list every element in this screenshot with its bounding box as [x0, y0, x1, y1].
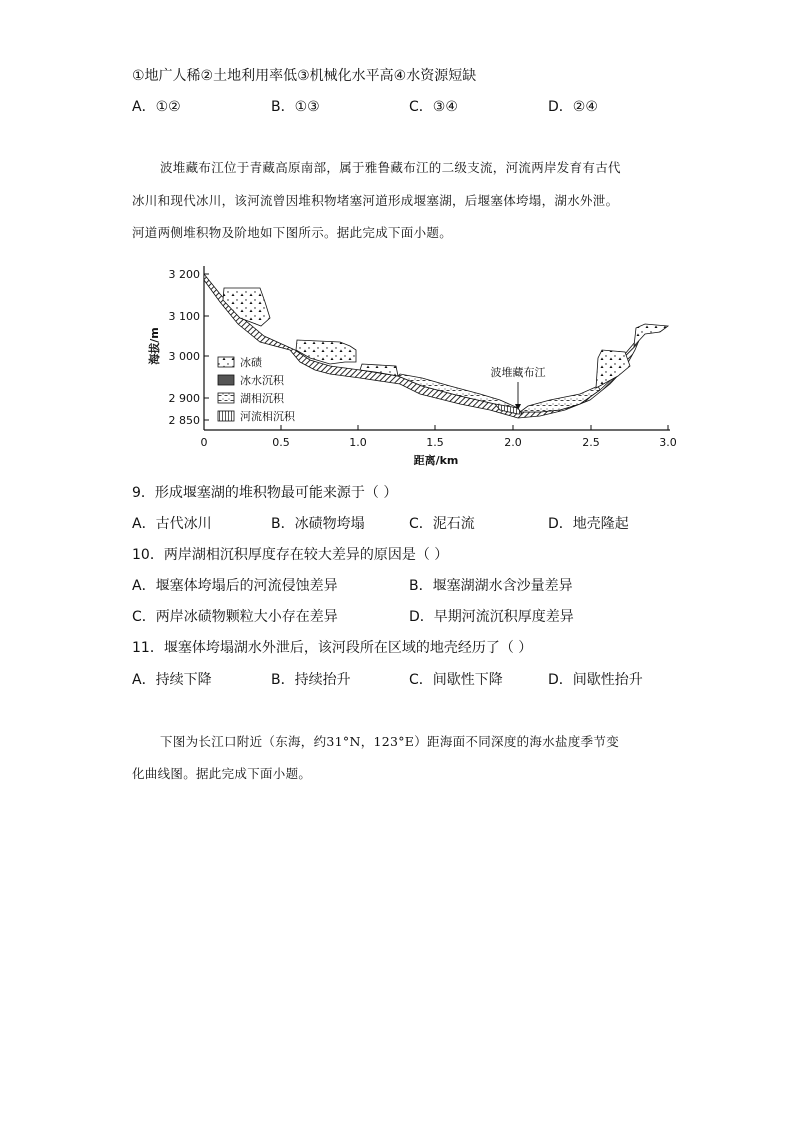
q10-option-c[interactable]: C．两岸冰碛物颗粒大小存在差异 — [132, 609, 338, 625]
q8-option-c[interactable]: C．③④ — [409, 99, 458, 115]
y-tick-label: 3 100 — [168, 310, 200, 323]
q11-stem: 11．堰塞体垮塌湖水外泄后，该河段所在区域的地壳经历了（ ） — [132, 640, 533, 656]
passage1-line-1: 波堆藏布江位于青藏高原南部，属于雅鲁藏布江的二级支流，河流两岸发育有古代 — [160, 160, 621, 175]
q9-option-c[interactable]: C．泥石流 — [409, 516, 475, 532]
q11-option-d[interactable]: D．间歇性抬升 — [548, 672, 643, 688]
q8-option-a[interactable]: A．①② — [132, 99, 181, 115]
q8-option-d[interactable]: D．②④ — [548, 99, 598, 115]
x-tick-label: 2.5 — [582, 436, 600, 449]
q10-option-a[interactable]: A．堰塞体垮塌后的河流侵蚀差异 — [132, 578, 338, 594]
x-tick-label: 1.5 — [426, 436, 444, 449]
q9-stem: 9．形成堰塞湖的堆积物最可能来源于（ ） — [132, 485, 398, 501]
q11-option-c[interactable]: C．间歇性下降 — [409, 672, 503, 688]
q10-option-d[interactable]: D．早期河流沉积厚度差异 — [409, 609, 574, 625]
legend-swatch-moraine — [218, 357, 234, 367]
legend-label: 冰碛 — [240, 356, 262, 369]
y-tick-label: 2 850 — [168, 414, 200, 427]
y-axis-title: 海拔/m — [148, 327, 161, 365]
passage1-line-3: 河道两侧堆积物及阶地如下图所示。据此完成下面小题。 — [132, 225, 453, 240]
x-tick-label: 0.5 — [272, 436, 290, 449]
q10-stem: 10．两岸湖相沉积厚度存在较大差异的原因是（ ） — [132, 547, 449, 563]
q10-option-b[interactable]: B．堰塞湖湖水含沙量差异 — [409, 578, 573, 594]
q11-option-b[interactable]: B．持续抬升 — [271, 672, 351, 688]
legend-label: 冰水沉积 — [240, 374, 284, 387]
legend-swatch-fluvial — [218, 411, 234, 421]
river-label: 波堆藏布江 — [490, 366, 546, 379]
x-ticks — [201, 425, 677, 449]
x-axis-title: 距离/km — [413, 454, 459, 467]
river-cross-section-figure — [140, 258, 680, 473]
legend — [218, 355, 296, 423]
y-ticks — [169, 268, 210, 427]
moraine-deposit — [223, 288, 270, 326]
q9-option-a[interactable]: A．古代冰川 — [132, 516, 212, 532]
q8-stem: ①地广人稀②土地利用率低③机械化水平高④水资源短缺 — [132, 68, 477, 84]
x-tick-label: 3.0 — [659, 436, 677, 449]
passage2-line-2: 化曲线图。据此完成下面小题。 — [132, 766, 312, 781]
x-tick-label: 0 — [200, 436, 208, 449]
passage1-line-2: 冰川和现代冰川，该河流曾因堆积物堵塞河道形成堰塞湖，后堰塞体垮塌，湖水外泄。 — [132, 193, 619, 208]
cross-section-svg — [140, 258, 680, 473]
passage2-line-1: 下图为长江口附近（东海，约31°N，123°E）距海面不同深度的海水盐度季节变 — [160, 734, 620, 749]
legend-swatch-outwash — [218, 375, 234, 385]
q11-option-a[interactable]: A．持续下降 — [132, 672, 212, 688]
legend-swatch-lake — [218, 393, 234, 403]
x-tick-label: 1.0 — [349, 436, 367, 449]
y-tick-label: 3 200 — [168, 268, 200, 281]
x-tick-label: 2.0 — [504, 436, 522, 449]
q9-option-b[interactable]: B．冰碛物垮塌 — [271, 516, 365, 532]
moraine-deposit — [596, 350, 630, 388]
legend-label: 湖相沉积 — [240, 392, 284, 405]
y-tick-label: 2 900 — [168, 392, 200, 405]
legend-label: 河流相沉积 — [240, 410, 295, 423]
moraine-deposit — [634, 324, 668, 346]
q8-option-b[interactable]: B．①③ — [271, 99, 320, 115]
y-tick-label: 3 000 — [168, 350, 200, 363]
q9-option-d[interactable]: D．地壳隆起 — [548, 516, 629, 532]
